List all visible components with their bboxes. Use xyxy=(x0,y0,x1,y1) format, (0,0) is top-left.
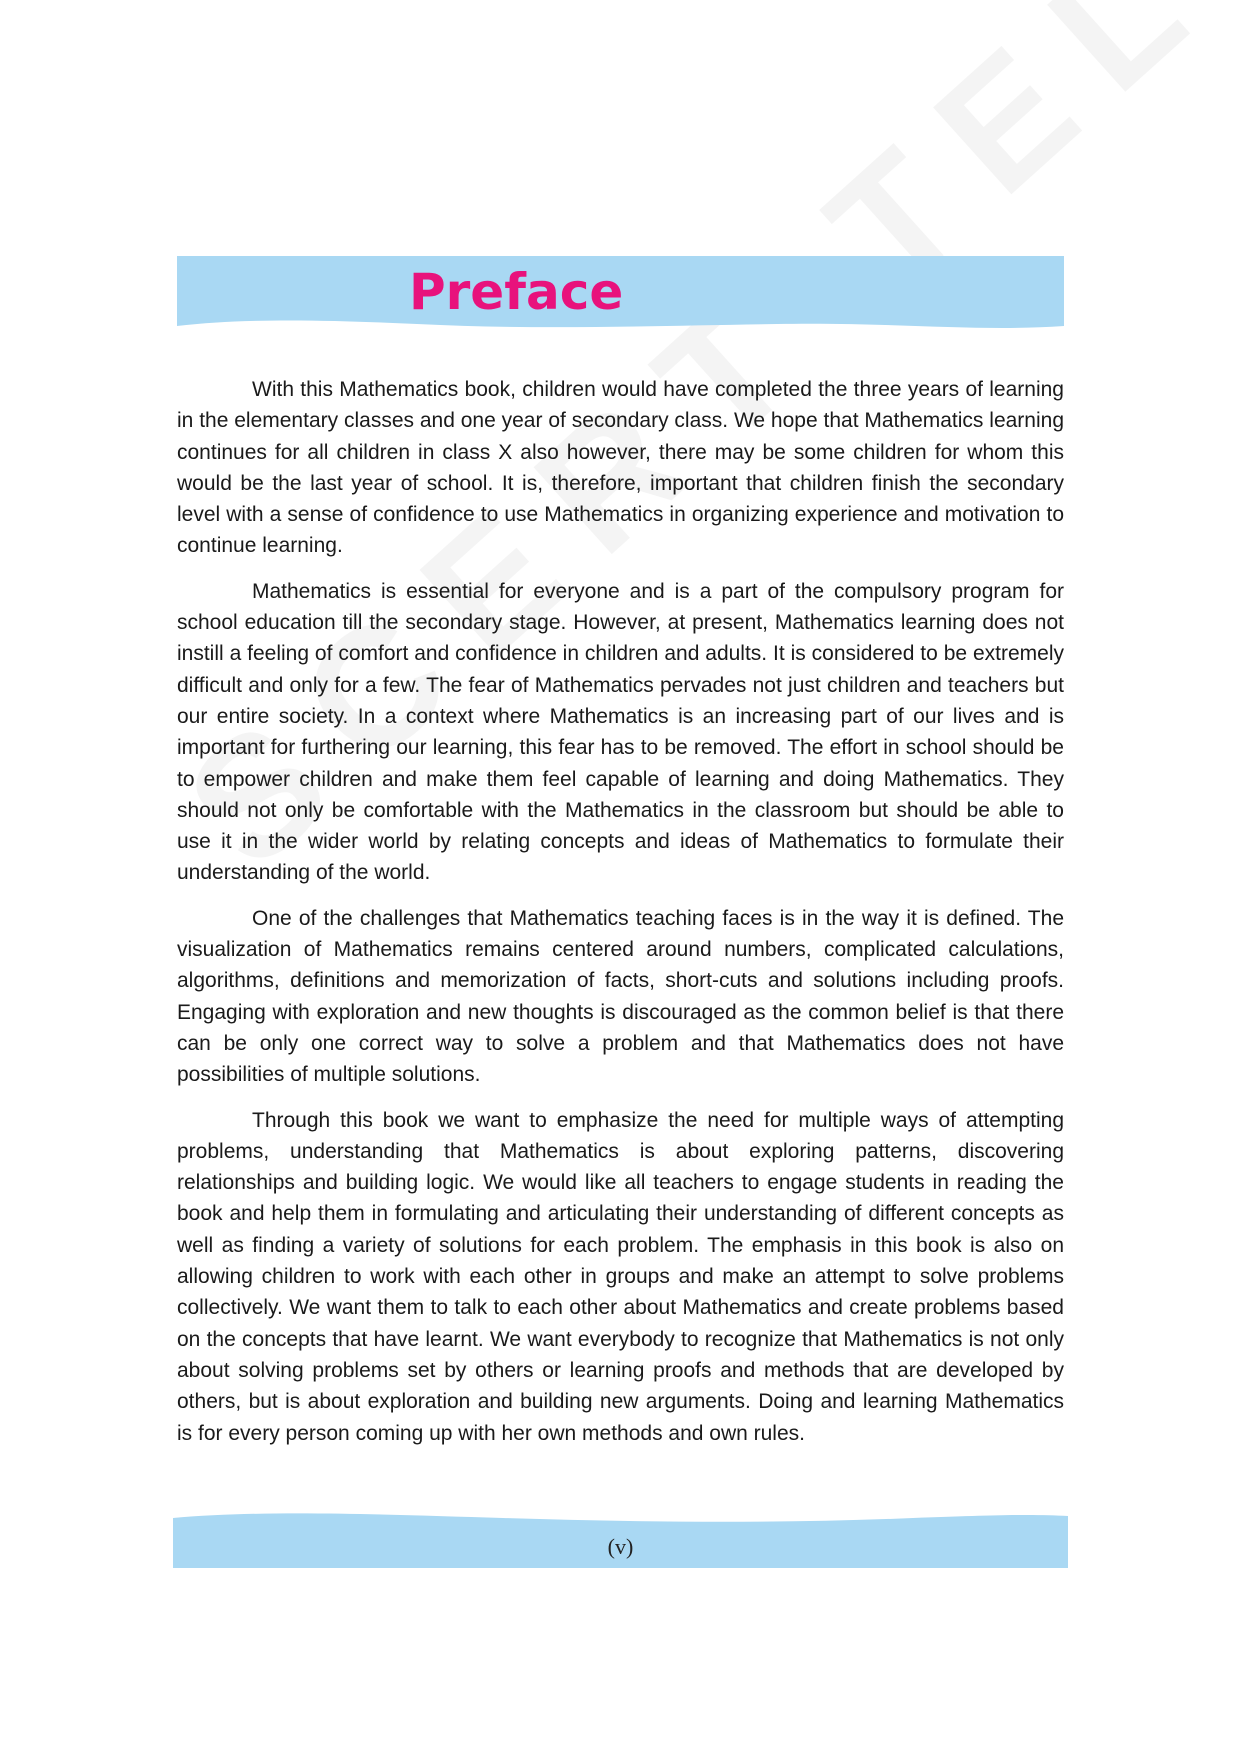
footer-banner xyxy=(173,1510,1068,1568)
page-number: (v) xyxy=(607,1534,634,1559)
paragraph: With this Mathematics book, children would have completed the three years of learning in the elementary classes and one year of secondary class. We hope that Mathematics learning continues for all children in class X also however, there may be some children for whom this would be the last year of school. It is, therefore, important that children finish the secondary level with a sense of confidence to use Mathematics in organizing experience and motivation to continue learning. xyxy=(177,378,1064,558)
paragraph: Mathematics is essential for everyone and is a part of the compulsory program for school education till the secondary stage. However, at present, Mathematics learning does not instill a feeling of comfort and confidence in children and adults. It is considered to be extremely difficult and only for a few. The fear of Mathematics pervades not just children and teachers but our entire society. In a context where Mathematics is an increasing part of our lives and is important for furthering our learning, this fear has to be removed. The effort in school should be to empower children and make them feel capable of learning and doing Mathematics. They should not only be comfortable with the Mathematics in the classroom but should be able to use it in the wider world by relating concepts and ideas of Mathematics to formulate their understanding of the world. xyxy=(177,579,1064,885)
page-title: Preface xyxy=(409,263,624,321)
paragraph: Through this book we want to emphasize the need for multiple ways of attempting problems, understanding that Mathematics is about exploring patterns, discovering relationships and building logic. We would like all teachers to engage students in reading the book and help them in formulating and articulating their understanding of different concepts as well as finding a variety of solutions for each problem. The emphasis in this book is also on allowing children to work with each other in groups and make an attempt to solve problems collectively. We want them to talk to each other about Mathematics and create problems based on the concepts that have learnt. We want everybody to recognize that Mathematics is not only about solving problems set by others or learning proofs and methods that are developed by others, but is about exploration and building new arguments. Doing and learning Mathematics is for every person coming up with her own methods and own rules. xyxy=(177,1108,1064,1445)
preface-body xyxy=(177,374,1064,1463)
title-banner xyxy=(177,256,1064,332)
paragraph: One of the challenges that Mathematics teaching faces is in the way it is defined. The visualization of Mathematics remains centered around numbers, complicated calculations, algorithms, definitions and memorization of facts, short-cuts and solutions including proofs. Engaging with exploration and new thoughts is discouraged as the common belief is that there can be only one correct way to solve a problem and that Mathematics does not have possibilities of multiple solutions. xyxy=(177,906,1064,1087)
